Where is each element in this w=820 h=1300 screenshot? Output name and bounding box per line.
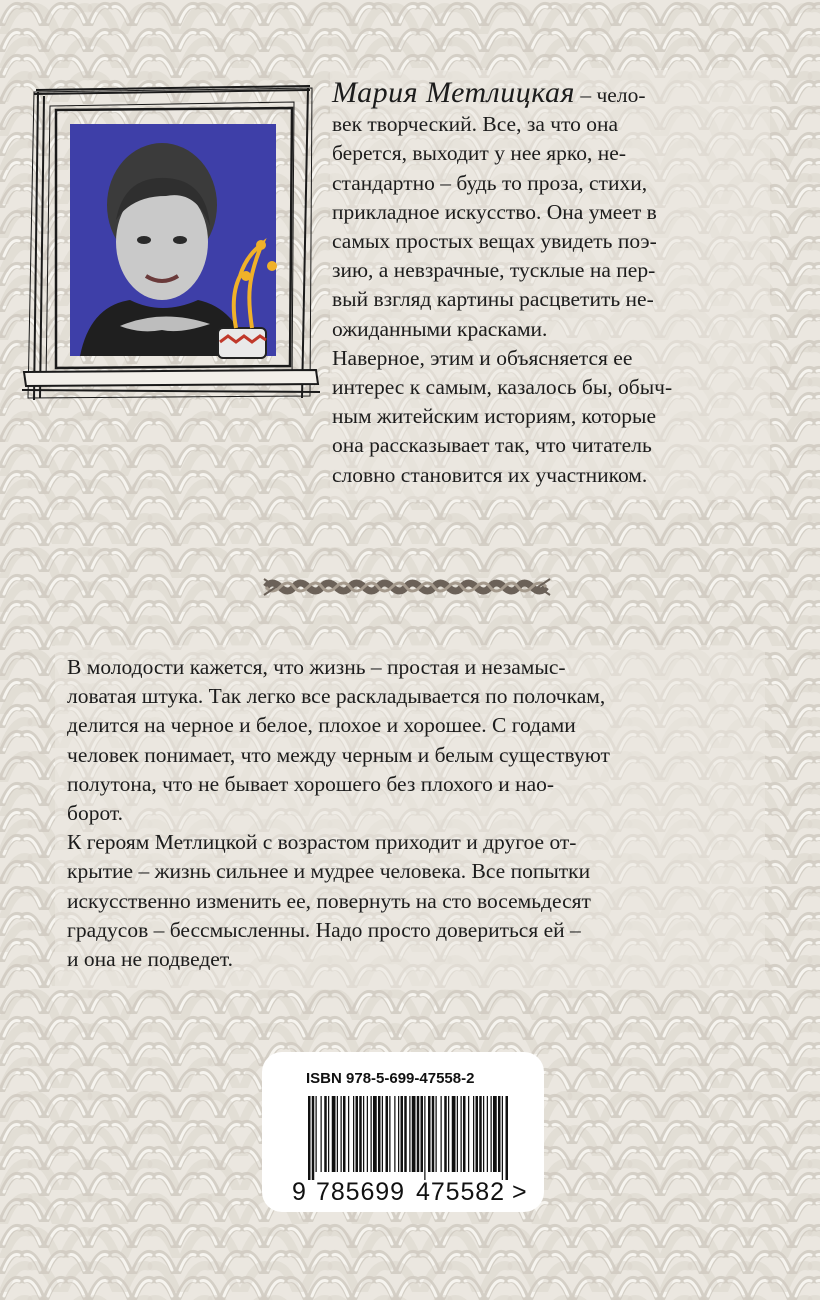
bio-line: самых простых вещах увидеть поэ- [332,229,657,254]
barcode-bar [359,1096,362,1172]
barcode-digit-first: 9 [292,1178,306,1204]
barcode-bar [308,1096,311,1180]
blurb-line: градусов – бессмысленны. Надо просто довериться ей – [67,917,581,942]
blurb-line: К героям Метлицкой с возрастом приходит и другое от- [67,830,577,855]
blurb-paragraph-1 [67,653,747,828]
barcode-bar [316,1096,317,1172]
barcode-bar [386,1096,389,1172]
barcode-bar [348,1096,349,1172]
barcode-bar [448,1096,449,1172]
barcode-digit-group-1: 785699 [316,1178,404,1204]
barcode-bar [363,1096,364,1172]
bio-line: зию, а невзрачные, тусклые на пер- [332,258,656,283]
barcode-image [292,1096,530,1204]
barcode-bar [367,1096,368,1172]
barcode-bar [404,1096,407,1172]
blurb-line: и она не подведет. [67,947,233,972]
blurb-line: искусственно изменить ее, повернуть на сто восемьдесят [67,888,591,913]
barcode-bar [332,1096,336,1172]
barcode-bar [373,1096,377,1172]
barcode-bar [328,1096,329,1172]
barcode-bar [337,1096,338,1172]
barcode-bar [382,1096,383,1172]
barcode-bar [389,1096,390,1172]
barcode-bar [409,1096,410,1172]
blurb-line: полутона, что не бывает хорошего без плохого и нао- [67,771,555,796]
barcode-bar [506,1096,509,1180]
barcode-bar [491,1096,492,1172]
barcode-bar [476,1096,479,1172]
author-name: Мария Метлицкая [332,76,575,109]
barcode-bar [341,1096,342,1172]
barcode-bar [502,1096,503,1180]
barcode-digit-group-2: 475582 [416,1178,504,1204]
blurb-line: делится на черное и белое, плохое и хорошее. С годами [67,713,576,738]
isbn-label: ISBN 978-5-699-47558-2 [306,1070,475,1087]
bio-line: стандартно – будь то проза, стихи, [332,170,648,195]
bio-paragraph-2 [332,344,752,490]
bio-line: ожиданными красками. [332,316,548,341]
bio-line: ным житейским историям, которые [332,404,657,429]
barcode-bar [401,1096,404,1172]
book-blurb [67,653,747,974]
bio-line: век творческий. Все, за что она [332,112,619,137]
blurb-line: В молодости кажется, что жизнь – простая и незамыс- [67,655,566,679]
bio-line: прикладное искусство. Она умеет в [332,199,657,224]
barcode-bar [394,1096,395,1172]
bio-line: она рассказывает так, что читатель [332,433,652,458]
barcode-bar [417,1096,420,1172]
barcode-bar [479,1096,482,1172]
author-photo-frame [20,80,320,410]
isbn-barcode-box [262,1052,544,1212]
barcode-bar [398,1096,399,1172]
barcode-bar [343,1096,346,1172]
barcode-bar [356,1096,359,1172]
barcode-bar [421,1096,424,1172]
bio-line: словно становится их участником. [332,462,648,487]
barcode-bar [324,1096,327,1172]
barcode-bar [321,1096,322,1172]
barcode-bar [428,1096,431,1172]
blurb-line: ловатая штука. Так легко все раскладывается по полочкам, [67,684,606,709]
bio-line: Наверное, этим и объясняется ее [332,345,633,370]
barcode-bar [378,1096,381,1172]
barcode-bar [412,1096,416,1172]
barcode-bar [436,1096,437,1172]
rope-divider-ornament [262,565,552,610]
barcode-bar [312,1096,315,1180]
bio-line: вый взгляд картины расцветить не- [332,287,654,312]
bio-line: интерес к самым, казалось бы, обыч- [332,375,673,400]
barcode-arrow: > [512,1178,527,1204]
bio-line: берется, выходит у нее ярко, не- [332,141,626,166]
barcode-bar [441,1096,442,1172]
barcode-bar [493,1096,497,1172]
blurb-line: крытие – жизнь сильнее и мудрее человека. Все попытки [67,859,591,884]
barcode-bar [461,1096,462,1172]
barcode-bar [371,1096,372,1172]
barcode-bar [457,1096,458,1172]
blurb-line: человек понимает, что между черным и белым существуют [67,742,610,767]
barcode-bar [487,1096,488,1172]
barcode-bar [424,1096,425,1180]
barcode-bar [353,1096,354,1172]
barcode-bar [468,1096,469,1172]
barcode-bar [463,1096,466,1172]
barcode-bar [473,1096,474,1172]
blurb-line: борот. [67,801,124,826]
author-bio [332,78,752,490]
bio-paragraph-1 [332,78,752,344]
barcode-bar [483,1096,484,1172]
barcode-bar [498,1096,501,1172]
pot-icon [218,328,266,358]
barcode-bar [444,1096,447,1172]
barcode-bar [432,1096,435,1172]
blurb-paragraph-2 [67,828,747,974]
barcode-bar [452,1096,456,1172]
bio-line: – чело- [574,83,646,107]
